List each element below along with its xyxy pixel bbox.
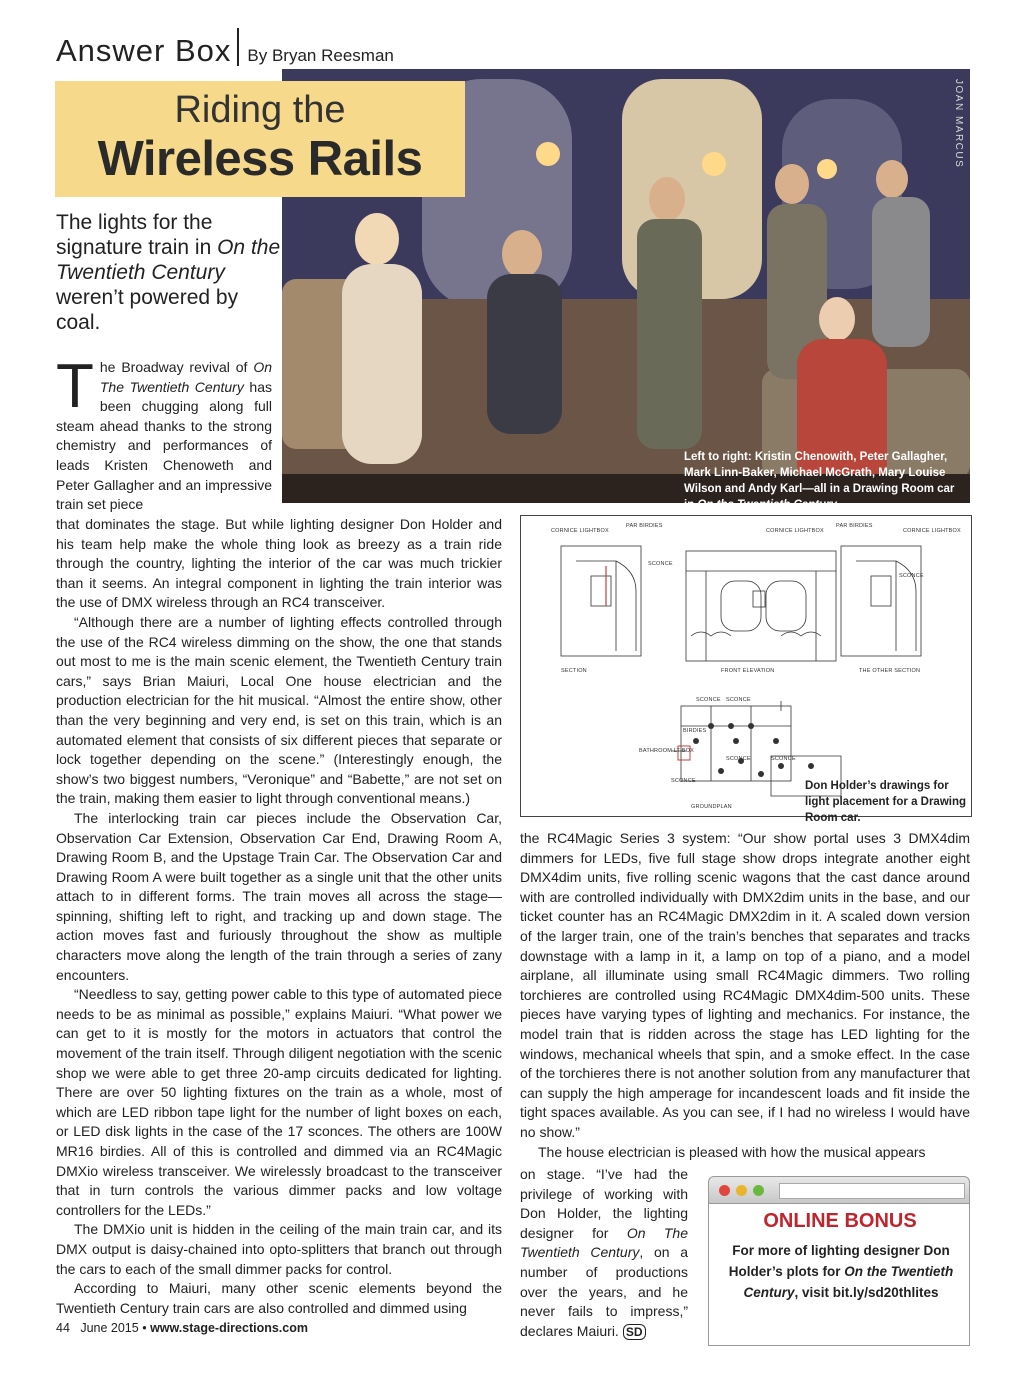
paragraph: The interlocking train car pieces include the Observation Car, Observation Car Extension, Observation Car End, Drawing Room A, Drawing Room B, and the Upstage Train Car. The Observation Car and Drawing Room A were built together as a single unit that the other units attach to in different forms. The train moves all across the stage—spinning, shifting left to right, and tracking up and down stage. The action moves fast and furiously throughout the show as multiple characters move along the length of the train through a series of zany encounters. <box>56 809 502 983</box>
maximize-dot-icon <box>753 1185 764 1196</box>
title-box <box>55 81 465 197</box>
header-divider <box>237 28 239 66</box>
p1-text-b: has been chugging along full steam ahead thanks to the strong chemistry and performances of leads Kristen Chenoweth and Peter Gallagher and an impressive train set piece <box>56 378 272 513</box>
diagram-label: SCONCE <box>771 756 796 762</box>
diagram-label: CORNICE LIGHTBOX <box>903 528 961 534</box>
byline: By Bryan Reesman <box>247 46 394 65</box>
diagram-label: SCONCE <box>648 561 673 567</box>
drop-cap: T <box>56 352 94 421</box>
headline-line2: Wireless Rails <box>97 132 423 186</box>
photo-caption <box>684 449 964 513</box>
p1-show-title: On The Twentieth Century <box>99 359 272 395</box>
diagram-label: SCONCE <box>696 697 721 703</box>
diagram-label: BIRDIES <box>683 728 707 734</box>
diagram-label: GROUNDPLAN <box>691 804 732 810</box>
article-body-col1 <box>56 515 502 1318</box>
paragraph: “Although there are a number of lighting effects controlled through the use of the RC4 wireless dimming on the show, the one that stands out most to me is the main scenic element, the Twentieth Century train cars,” says Brian Maiuri, Local One house electrician and the production electrician for the hit musical. “Almost the entire show, other than the very beginning and very end, is set on this train, which is an automated element that consists of six different pieces that separate or lock together depending on the scene.” (Interestingly enough, the show’s two biggest numbers, “Veronique” and “Babette,” are not set on the train, making them easier to light through conventional means.) <box>56 613 502 807</box>
photo-credit: JOAN MARCUS <box>953 79 964 169</box>
paragraph: the RC4Magic Series 3 system: “Our show portal uses 3 DMX4dim dimmers for LEDs, five full stage show drops integrate another eight DMX4dim units, five rolling scenic wagons that the cast dance around with are controlled individually with DMX2dim units in the base, and our ticket counter has an RC4Magic DMX2dim in it. A scaled down version of the larger train, one of the train’s benches that separates and tracks downstage with a lamp in it, a lamp on top of a piano, and a model airplane, all illuminate using small RC4Magic dimmers. Two rolling torchieres are controlled using RC4Magic DMX4dim-500 units. These pieces have varying types of lighting and mechanics. For instance, the model train that is ridden across the stage has LED lighting for the windows, mechanical wheels that spin, and a smoke effect. In the case of the torchieres there is not another solution from any manufacturer that can supply the high amperage for incandescent loads and fit inside the tight spaces available. As you can see, if I had no wireless I would have no show.” <box>520 830 970 1140</box>
bonus-link[interactable]: , visit bit.ly/sd20thlites <box>794 1285 939 1300</box>
diagram-label: FRONT ELEVATION <box>721 668 775 674</box>
deck-text-1: The lights for the signature train in <box>56 211 218 259</box>
paragraph: The DMXio unit is hidden in the ceiling of the main train car, and its DMX output is daisy-chained into opto-splitters that branch out through the cars to each of the small dimmer packs for control. <box>56 1221 502 1277</box>
footer-website[interactable]: www.stage-directions.com <box>150 1321 308 1335</box>
section-header <box>56 24 394 66</box>
bonus-text-a: For more of lighting designer Don Holder’s plots for <box>728 1243 950 1279</box>
close-dot-icon <box>719 1185 730 1196</box>
article-body-col1-top <box>56 352 272 515</box>
diagram-label: SCONCE <box>671 778 696 784</box>
bonus-title: ONLINE BONUS <box>763 1210 917 1232</box>
diagram-caption: Don Holder’s drawings for light placement for a Drawing Room car. <box>805 780 967 824</box>
paragraph: that dominates the stage. But while lighting designer Don Holder and his team help make the whole thing look as breezy as a train ride through the country, lighting the interior of the car was much trickier than it seems. An integral component in lighting the train interior was the use of DMX wireless through an RC4 transceiver. <box>56 516 502 611</box>
footer-separator: • <box>142 1321 147 1335</box>
caption-show-title: On the Twentieth Century <box>697 499 837 511</box>
diagram-label: SCONCE <box>726 697 751 703</box>
article-body-col2-narrow <box>520 1165 688 1342</box>
paragraph: The house electrician is pleased with how the musical appears <box>538 1143 926 1160</box>
diagram-label: SCONCE <box>899 573 924 579</box>
issue-date: June 2015 <box>80 1321 139 1335</box>
p8-text-b: on stage. “I’ve had the privilege of working with Don Holder, the lighting designer for <box>520 1166 688 1241</box>
diagram-label: CORNICE LIGHTBOX <box>766 528 824 534</box>
bonus-show-title: On the Twentieth Century <box>743 1264 954 1300</box>
diagram-label: SCONCE <box>726 756 751 762</box>
page-footer <box>56 1321 308 1335</box>
diagram-label: SECTION <box>561 668 587 674</box>
bonus-text <box>721 1240 961 1303</box>
bonus-body <box>708 1204 970 1346</box>
online-bonus-box <box>708 1176 970 1346</box>
minimize-dot-icon <box>736 1185 747 1196</box>
p1-text-a: he Broadway revival of <box>99 359 254 375</box>
drawing-room-plan <box>521 516 971 816</box>
paragraph: According to Maiuri, many other scenic elements beyond the Twentieth Century train cars are also controlled and dimmed using <box>56 1280 502 1316</box>
section-name: Answer Box <box>56 33 232 68</box>
diagram-label: PAR BIRDIES <box>626 523 663 529</box>
end-mark: SD <box>623 1324 646 1340</box>
deck-text-2: weren’t powered by coal. <box>56 286 239 334</box>
diagram-label: THE OTHER SECTION <box>859 668 921 674</box>
diagram-label: PAR BIRDIES <box>836 523 873 529</box>
diagram-label: BATHROOM LT BOX <box>639 748 694 754</box>
p8-show-title: On The Twentieth Century <box>520 1224 688 1261</box>
lighting-diagram <box>520 515 972 824</box>
p8-text-c: , on a number of productions over the years, and he never fails to impress,” declares Maiuri. <box>520 1244 688 1339</box>
article-deck <box>56 210 286 335</box>
address-field <box>779 1183 965 1199</box>
browser-bar <box>708 1176 970 1204</box>
article-body-col2 <box>520 829 970 1162</box>
headline-line1: Riding the <box>174 89 346 131</box>
page-number: 44 <box>56 1321 70 1335</box>
paragraph: “Needless to say, getting power cable to this type of automated piece needs to be as minimal as possible,” explains Maiuri. “What power we can get to it is mostly for the motors in actuators that control the movement of the train itself. Through diligent negotiation with the scenic shop we were able to get three 20-amp circuits dedicated for lighting. There are over 50 lighting fixtures on the train as a whole, most of which are LED ribbon tape light for the number of light boxes on each, or LED disk lights in the case of the 17 sconces. The others are 100W MR16 birdies. All of this is controlled and dimmed via an RC4Magic DMXio wireless transceiver. We wirelessly broadcast to the transceiver that in turn controls the various dimmer packs and low voltage controllers for the LEDs.” <box>56 986 502 1218</box>
diagram-label: CORNICE LIGHTBOX <box>551 528 609 534</box>
caption-text: Left to right: Kristin Chenowith, Peter Gallagher, Mark Linn-Baker, Michael McGrath, Mary Louise Wilson and Andy Karl—all in a Drawing Room car in <box>684 451 955 511</box>
deck-show-title: On the Twentieth Century <box>56 236 281 284</box>
